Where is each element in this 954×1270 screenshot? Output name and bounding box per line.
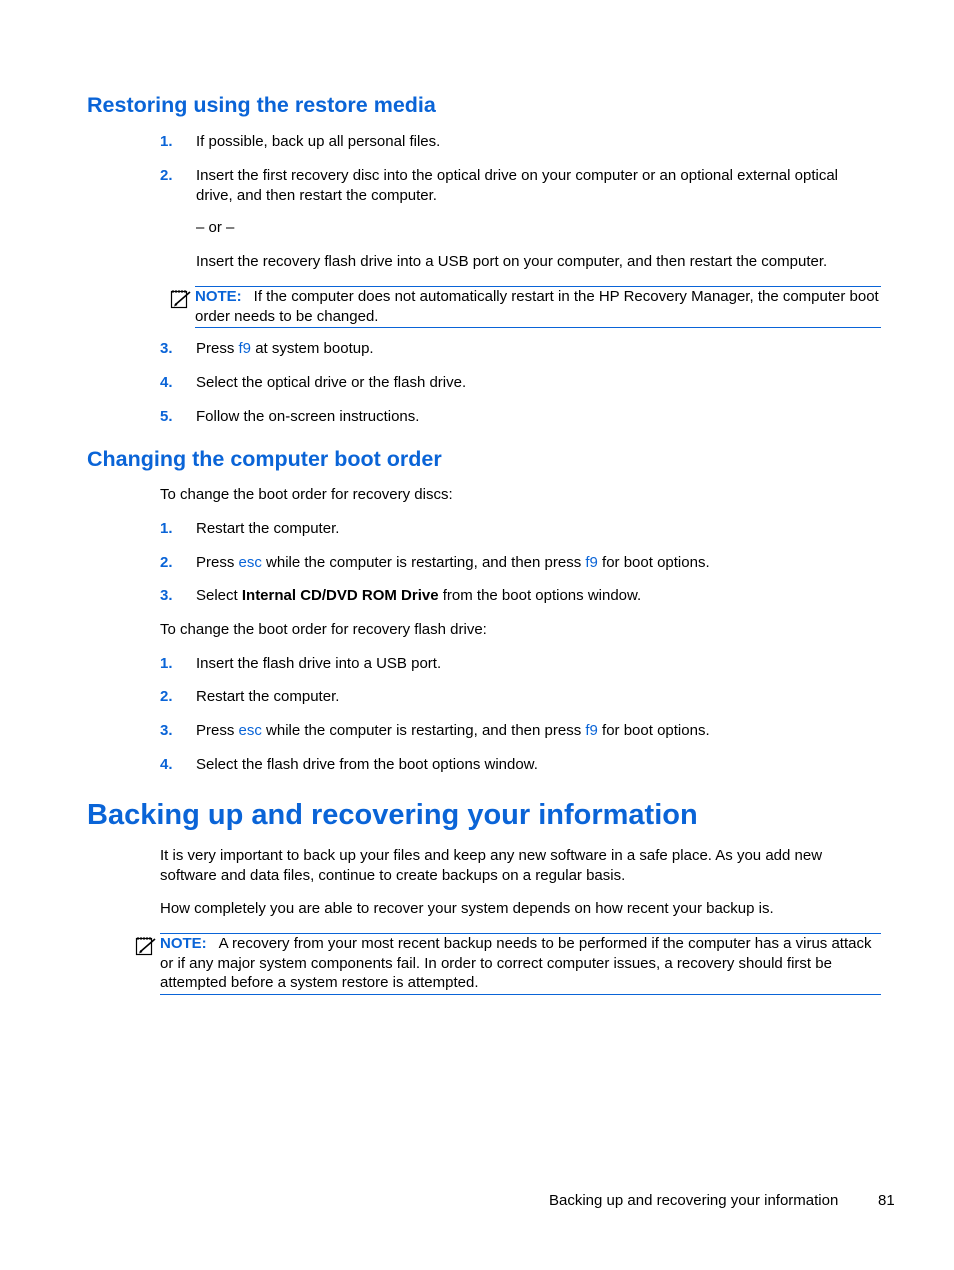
heading-backing-up: Backing up and recovering your information <box>87 799 698 831</box>
step-number: 4. <box>160 756 173 773</box>
step-number: 2. <box>160 688 173 705</box>
step-number: 2. <box>160 167 173 184</box>
step-text: Select the optical drive or the flash drive. <box>196 374 467 391</box>
step-number: 3. <box>160 340 173 357</box>
intro-discs: To change the boot order for recovery discs: <box>160 486 453 503</box>
step-text: Restart the computer. <box>196 688 340 705</box>
key-esc: esc <box>238 722 262 739</box>
step-number: 2. <box>160 554 173 571</box>
note-label: NOTE: <box>195 288 242 305</box>
step-text: Restart the computer. <box>196 520 340 537</box>
step-text: Press esc while the computer is restarting, and then press f9 for boot options. <box>196 722 710 739</box>
step-text: Select Internal CD/DVD ROM Drive from the boot options window. <box>196 587 642 604</box>
step-number: 3. <box>160 722 173 739</box>
note-pad-icon <box>170 288 192 310</box>
page-number: 81 <box>878 1192 895 1209</box>
step-text: Insert the flash drive into a USB port. <box>196 655 442 672</box>
step-text: Press esc while the computer is restarting, and then press f9 for boot options. <box>196 554 710 571</box>
step-number: 1. <box>160 520 173 537</box>
footer-title: Backing up and recovering your information <box>549 1192 839 1209</box>
step-text: If possible, back up all personal files. <box>196 133 441 150</box>
paragraph: It is very important to back up your files and keep any new software in a safe place. As you add new software and data files, continue to create backups on a regular basis. <box>160 847 823 884</box>
step-text: Press f9 at system bootup. <box>196 340 374 357</box>
or-separator: – or – <box>196 219 235 236</box>
note-box <box>160 933 881 995</box>
intro-flash: To change the boot order for recovery flash drive: <box>160 621 487 638</box>
key-f9: f9 <box>238 340 252 357</box>
step-text: Follow the on-screen instructions. <box>196 408 420 425</box>
step-number: 4. <box>160 374 173 391</box>
note-text: A recovery from your most recent backup needs to be performed if the computer has a virus attack or if any major system components fail. In order to correct computer issues, a recovery should first be attempted before a system restore is attempted. <box>160 935 872 991</box>
key-f9: f9 <box>585 554 598 571</box>
step-number: 3. <box>160 587 173 604</box>
heading-changing-boot-order: Changing the computer boot order <box>87 447 442 471</box>
alt-step-text: Insert the recovery flash drive into a USB port on your computer, and then restart the computer. <box>196 253 828 270</box>
step-number: 5. <box>160 408 173 425</box>
step-number: 1. <box>160 655 173 672</box>
step-text: Insert the first recovery disc into the optical drive on your computer or an optional external optical drive, and then restart the computer. <box>196 167 838 204</box>
drive-name: Internal CD/DVD ROM Drive <box>241 587 439 604</box>
step-text: Select the flash drive from the boot options window. <box>196 756 538 773</box>
heading-restoring-restore-media: Restoring using the restore media <box>87 93 436 117</box>
step-number: 1. <box>160 133 173 150</box>
note-label: NOTE: <box>160 935 207 952</box>
note-pad-icon <box>135 935 157 957</box>
note-text: If the computer does not automatically restart in the HP Recovery Manager, the computer boot order needs to be changed. <box>195 288 879 325</box>
note-box <box>195 286 881 328</box>
key-esc: esc <box>238 554 262 571</box>
key-f9: f9 <box>585 722 598 739</box>
paragraph: How completely you are able to recover your system depends on how recent your backup is. <box>160 900 774 917</box>
